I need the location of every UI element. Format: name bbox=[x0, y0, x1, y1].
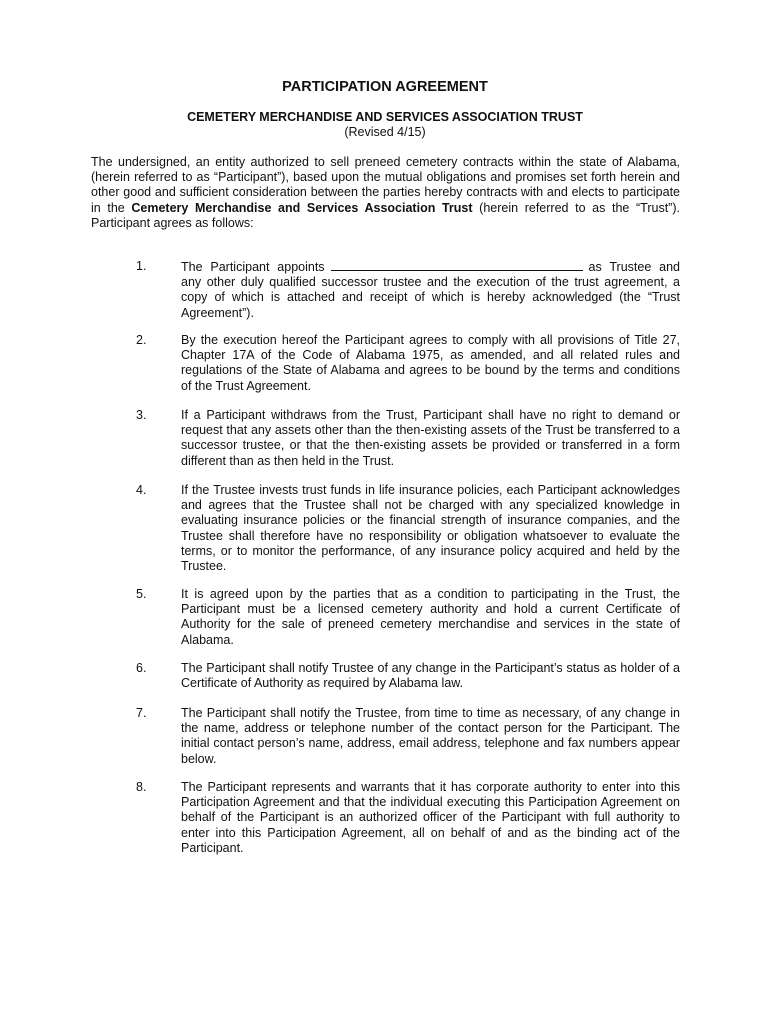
clause-number: 6. bbox=[136, 661, 147, 675]
trust-name: Cemetery Merchandise and Services Association Trust bbox=[131, 200, 473, 215]
document-title: PARTICIPATION AGREEMENT bbox=[282, 79, 488, 95]
intro-paragraph bbox=[91, 155, 680, 231]
clause-text: By the execution hereof the Participant agrees to comply with all provisions of Title 27, Chapter 17A of the Code of Alabama 1975, as amended, and all related rules and regulations of the State of Alabama and agrees to be bound by the terms and conditions of the Trust Agreement. bbox=[181, 333, 680, 393]
clause-text bbox=[181, 259, 680, 321]
clause-text: If a Participant withdraws from the Trust, Participant shall have no right to demand or request that any assets other than the then-existing assets of the Trust be transferred to a successor trustee, or that the then-existing assets be provided or transferred in a form different than as then held in the Trust. bbox=[181, 408, 680, 468]
clause-text-before-blank: The Participant appoints bbox=[181, 260, 325, 274]
intro-text-part1: The undersigned, an entity authorized to sell preneed cemetery contracts within the state of Alabama, (herein referred to as “Participant”), based upon the mutual obligations and promises set forth herein and other good and sufficient consideration between the parties hereby contracts with and elects to participate in the bbox=[91, 155, 680, 215]
document-subtitle: CEMETERY MERCHANDISE AND SERVICES ASSOCIATION TRUST bbox=[187, 110, 583, 124]
clause-text: The Participant shall notify the Trustee, from time to time as necessary, of any change in the name, address or telephone number of the contact person for the Participant. The initial contact person’s name, address, email address, telephone and fax numbers appear below. bbox=[181, 706, 680, 766]
clause-text: The Participant shall notify Trustee of any change in the Participant’s status as holder of a Certificate of Authority as required by Alabama law. bbox=[181, 661, 680, 691]
intro-text-part2: (herein referred to as the “Trust”). Participant agrees as follows: bbox=[91, 200, 680, 230]
clause-number: 1. bbox=[136, 259, 147, 273]
revision-note: (Revised 4/15) bbox=[344, 125, 426, 139]
clause-text: If the Trustee invests trust funds in life insurance policies, each Participant acknowledges and agrees that the Trustee shall not be charged with any specialized knowledge in evaluating insurance policies or the financial strength of insurance companies, and the Trustee shall therefore have no responsibility or obligation whatsoever to evaluate the terms, or to monitor the performance, of any insurance policy acquired and held by the Trustee. bbox=[181, 483, 680, 574]
clause-text: It is agreed upon by the parties that as a condition to participating in the Trust, the Participant must be a licensed cemetery authority and hold a current Certificate of Authority for the sale of preneed cemetery merchandise and services in the state of Alabama. bbox=[181, 587, 680, 647]
clause-number: 7. bbox=[136, 706, 147, 720]
trustee-name-blank[interactable] bbox=[331, 259, 583, 271]
clause-number: 8. bbox=[136, 780, 147, 794]
clause-number: 2. bbox=[136, 333, 147, 347]
clause-text-after-blank: as Trustee and any other duly qualified successor trustee and the execution of the trust agreement, a copy of which is attached and receipt of which is hereby acknowledged (the “Trust Agreement”). bbox=[181, 260, 680, 320]
clause-number: 4. bbox=[136, 483, 147, 497]
clause-text: The Participant represents and warrants that it has corporate authority to enter into this Participation Agreement and that the individual executing this Participation Agreement on behalf of the Participant is an authorized officer of the Participant with full authority to enter into this Participation Agreement, all on behalf of and as the binding act of the Participant. bbox=[181, 780, 680, 855]
clause-number: 5. bbox=[136, 587, 147, 601]
clause-number: 3. bbox=[136, 408, 147, 422]
